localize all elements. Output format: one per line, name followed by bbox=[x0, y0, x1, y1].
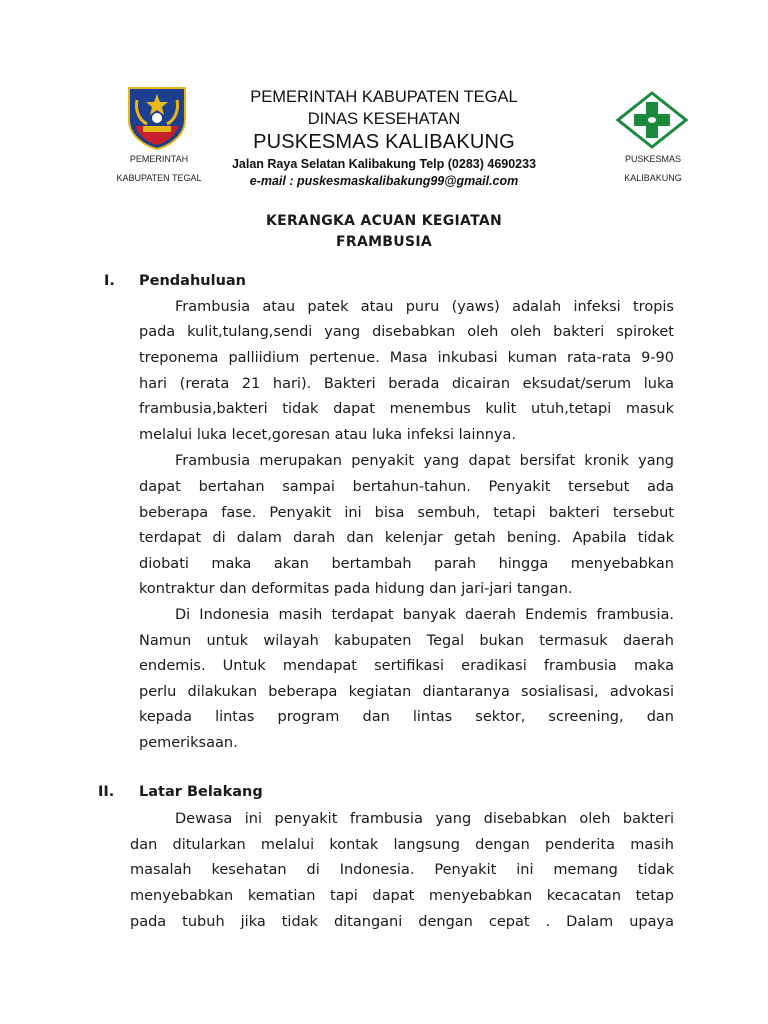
paragraph-line: dapat bertahan sampai bertahun-tahun. Penyakit tersebut ada bbox=[139, 479, 674, 495]
section-1-number: I. bbox=[104, 273, 115, 289]
paragraph-line: Dewasa ini penyakit frambusia yang disebabkan oleh bakteri bbox=[175, 811, 674, 827]
puskesmas-cross-icon bbox=[616, 91, 688, 149]
paragraph-line: kontraktur dan deformitas pada hidung dan jari-jari tangan. bbox=[139, 581, 573, 597]
paragraph-line: pada kulit,tulang,sendi yang disebabkan oleh oleh bakteri spiroket bbox=[139, 324, 674, 340]
right-logo-caption-1: PUSKESMAS bbox=[624, 154, 682, 164]
paragraph-line: diobati maka akan bertambah parah hingga menyebabkan bbox=[139, 556, 674, 572]
header-puskesmas-name: PUSKESMAS KALIBAKUNG bbox=[253, 131, 515, 153]
left-logo-caption-2: KABUPATEN TEGAL bbox=[116, 173, 202, 183]
paragraph-line: melalui luka lecet,goresan atau luka infeksi lainnya. bbox=[139, 427, 517, 443]
section-1-heading: Pendahuluan bbox=[139, 273, 246, 289]
paragraph-line: Frambusia merupakan penyakit yang dapat bersifat kronik yang bbox=[175, 453, 674, 469]
section-2-heading: Latar Belakang bbox=[139, 784, 263, 800]
paragraph-line: masalah kesehatan di Indonesia. Penyakit ini memang tidak bbox=[130, 862, 674, 878]
left-logo-caption-1: PEMERINTAH bbox=[129, 154, 189, 164]
document-title-line-2: FRAMBUSIA bbox=[336, 234, 432, 250]
header-government: PEMERINTAH KABUPATEN TEGAL bbox=[250, 88, 518, 106]
paragraph-line: Namun untuk wilayah kabupaten Tegal bukan termasuk daerah bbox=[139, 633, 674, 649]
paragraph-line: terdapat di dalam darah dan kelenjar getah bening. Apabila tidak bbox=[139, 530, 674, 546]
right-logo-caption-2: KALIBAKUNG bbox=[624, 173, 682, 183]
paragraph-line: treponema palliidium pertenue. Masa inkubasi kuman rata-rata 9-90 bbox=[139, 350, 674, 366]
paragraph-line: perlu dilakukan beberapa kegiatan diantaranya sosialisasi, advokasi bbox=[139, 684, 674, 700]
paragraph-line: Di Indonesia masih terdapat banyak daerah Endemis frambusia. bbox=[175, 607, 674, 623]
header-address: Jalan Raya Selatan Kalibakung Telp (0283) 4690233 bbox=[231, 157, 537, 171]
paragraph-line: beberapa fase. Penyakit ini bisa sembuh, tetapi bakteri tersebut bbox=[139, 505, 674, 521]
paragraph-line: endemis. Untuk mendapat sertifikasi eradikasi frambusia maka bbox=[139, 658, 674, 674]
header-department: DINAS KESEHATAN bbox=[307, 110, 461, 128]
document-title-line-1: KERANGKA ACUAN KEGIATAN bbox=[265, 213, 503, 229]
paragraph-line: menyebabkan kematian tapi dapat menyebabkan kecacatan tetap bbox=[130, 888, 674, 904]
paragraph-line: frambusia,bakteri tidak dapat menembus kulit utuh,tetapi masuk bbox=[139, 401, 674, 417]
header-email: e-mail : puskesmaskalibakung99@gmail.com bbox=[249, 174, 519, 188]
paragraph-line: pada tubuh jika tidak ditangani dengan cepat . Dalam upaya bbox=[130, 914, 674, 930]
section-2-number: II. bbox=[98, 784, 115, 800]
paragraph-line: kepada lintas program dan lintas sektor, screening, dan bbox=[139, 709, 674, 725]
paragraph-line: Frambusia atau patek atau puru (yaws) adalah infeksi tropis bbox=[175, 299, 674, 315]
paragraph-line: hari (rerata 21 hari). Bakteri berada dicairan eksudat/serum luka bbox=[139, 376, 674, 392]
paragraph-line: pemeriksaan. bbox=[139, 735, 238, 751]
paragraph-line: dan ditularkan melalui kontak langsung dengan penderita masih bbox=[130, 837, 674, 853]
